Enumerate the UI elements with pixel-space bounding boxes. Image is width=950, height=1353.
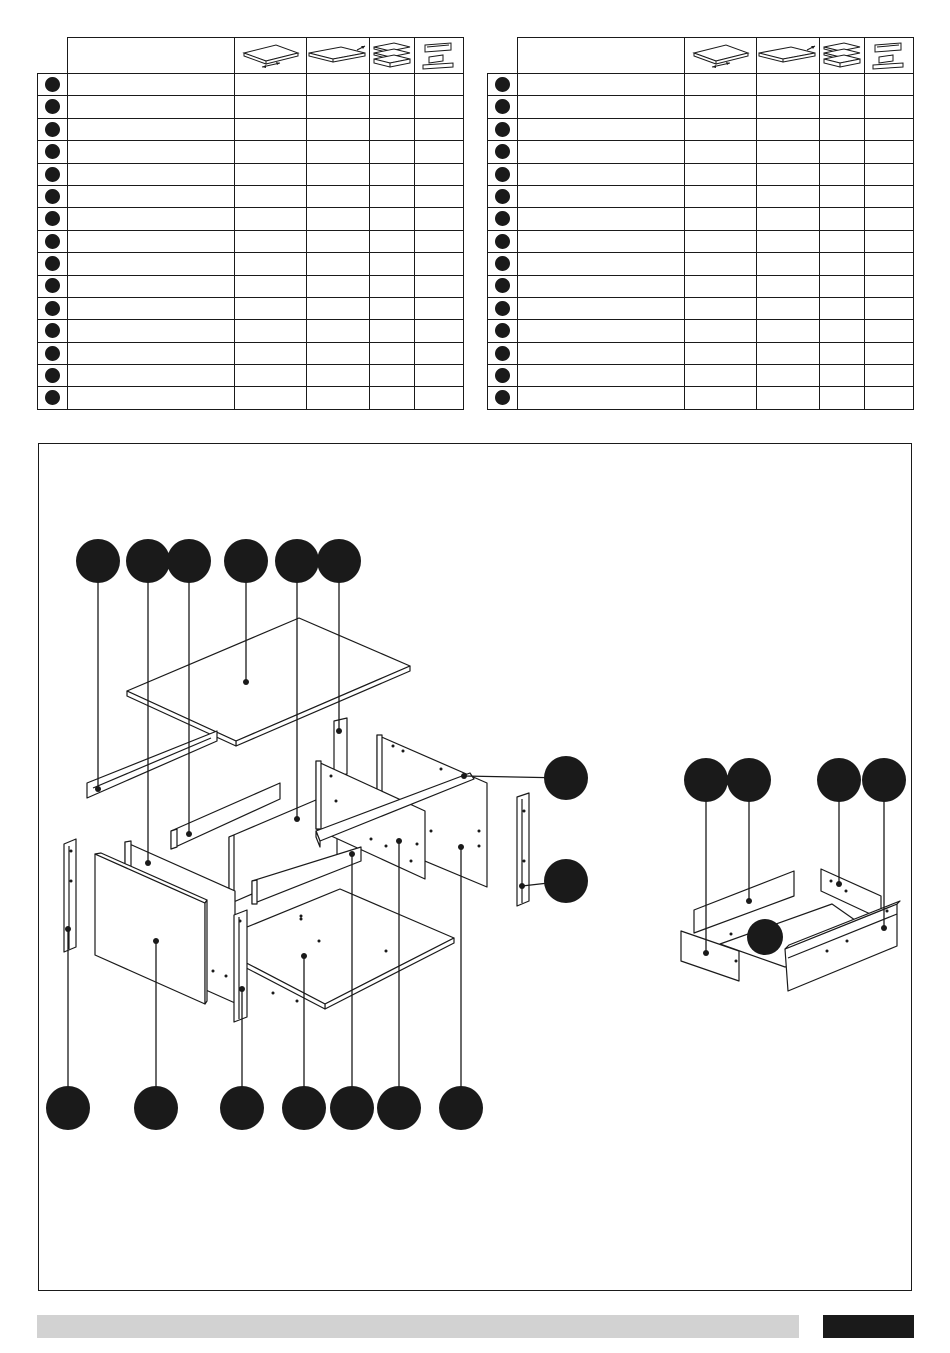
table-cell (518, 365, 685, 387)
table-cell (757, 275, 820, 297)
table-cell (685, 275, 757, 297)
panel-length-icon (685, 41, 756, 71)
row-number-cell (38, 253, 68, 275)
callout-marker (224, 539, 268, 583)
callout-marker (76, 539, 120, 583)
table-cell (370, 163, 415, 185)
row-number-cell (488, 141, 518, 163)
table-cell (865, 141, 914, 163)
table-cell (415, 275, 464, 297)
part-marker-dot (45, 144, 60, 159)
table-cell (415, 387, 464, 409)
row-number-cell (488, 118, 518, 140)
table-cell (685, 208, 757, 230)
table-cell (865, 230, 914, 252)
table-cell (685, 342, 757, 364)
panel-thickness-icon (370, 41, 414, 71)
table-cell (820, 230, 865, 252)
table-row (38, 365, 464, 387)
table-cell (685, 297, 757, 319)
part-marker-dot (45, 323, 60, 338)
part-marker-dot (45, 77, 60, 92)
row-number-cell (488, 208, 518, 230)
table-cell (685, 253, 757, 275)
table-header-row (488, 38, 914, 74)
table-cell (685, 320, 757, 342)
table-row (38, 163, 464, 185)
part-marker-dot (45, 167, 60, 182)
row-number-cell (38, 365, 68, 387)
callout-marker (46, 1086, 90, 1130)
table-cell (235, 297, 307, 319)
callout-marker (747, 919, 783, 955)
part-marker-dot (495, 301, 510, 316)
table-cell (415, 163, 464, 185)
page-number-block (823, 1315, 914, 1338)
table-cell (370, 230, 415, 252)
table-cell (68, 275, 235, 297)
table-cell (370, 320, 415, 342)
table-cell (370, 185, 415, 207)
table-cell (757, 118, 820, 140)
row-number-cell (488, 387, 518, 409)
header-icon-cell (370, 38, 415, 74)
part-marker-dot (45, 234, 60, 249)
part-marker-dot (45, 256, 60, 271)
part-marker-dot (495, 122, 510, 137)
callout-marker (220, 1086, 264, 1130)
table-cell (307, 230, 370, 252)
table-cell (757, 297, 820, 319)
part-marker-dot (495, 77, 510, 92)
table-cell (68, 118, 235, 140)
table-cell (307, 74, 370, 96)
callout-marker (317, 539, 361, 583)
table-cell (235, 253, 307, 275)
table-row (488, 365, 914, 387)
table-cell (370, 74, 415, 96)
table-cell (235, 185, 307, 207)
part-marker-dot (495, 167, 510, 182)
table-cell (370, 365, 415, 387)
table-cell (820, 275, 865, 297)
callout-marker (544, 859, 588, 903)
table-cell (235, 163, 307, 185)
table-cell (235, 342, 307, 364)
row-number-cell (488, 163, 518, 185)
table-row (38, 275, 464, 297)
table-cell (685, 185, 757, 207)
header-icon-cell (865, 38, 914, 74)
table-cell (757, 74, 820, 96)
exploded-assembly-diagram (39, 444, 913, 1292)
table-cell (370, 118, 415, 140)
table-cell (370, 253, 415, 275)
header-part-name-cell (68, 38, 235, 74)
table-cell (757, 96, 820, 118)
table-cell (68, 297, 235, 319)
table-cell (415, 320, 464, 342)
part-marker-dot (45, 346, 60, 361)
row-number-cell (38, 185, 68, 207)
table-cell (685, 96, 757, 118)
table-cell (865, 96, 914, 118)
table-cell (685, 387, 757, 409)
table-cell (235, 74, 307, 96)
part-marker-dot (495, 256, 510, 271)
header-icon-cell (820, 38, 865, 74)
table-cell (820, 96, 865, 118)
header-icon-cell (415, 38, 464, 74)
table-cell (757, 253, 820, 275)
table-cell (307, 320, 370, 342)
table-cell (518, 253, 685, 275)
row-number-cell (38, 230, 68, 252)
drawer-left-side (681, 931, 739, 981)
table-cell (370, 141, 415, 163)
table-row (38, 230, 464, 252)
table-cell (68, 208, 235, 230)
table-row (38, 387, 464, 409)
table-cell (865, 163, 914, 185)
table-cell (415, 185, 464, 207)
table-row (38, 96, 464, 118)
table-cell (68, 141, 235, 163)
table-cell (865, 275, 914, 297)
table-cell (820, 74, 865, 96)
part-marker-dot (495, 234, 510, 249)
table-cell (235, 141, 307, 163)
part-marker-dot (495, 144, 510, 159)
table-cell (370, 275, 415, 297)
table-cell (415, 118, 464, 140)
table-cell (415, 230, 464, 252)
table-cell (68, 185, 235, 207)
table-cell (820, 320, 865, 342)
table-cell (518, 96, 685, 118)
table-cell (307, 141, 370, 163)
row-number-cell (488, 320, 518, 342)
table-cell (307, 297, 370, 319)
table-row (38, 118, 464, 140)
table-header-row (38, 38, 464, 74)
table-cell (415, 297, 464, 319)
row-number-cell (38, 208, 68, 230)
row-number-cell (38, 275, 68, 297)
row-number-cell (488, 230, 518, 252)
part-marker-dot (495, 368, 510, 383)
table-cell (518, 320, 685, 342)
row-number-cell (488, 96, 518, 118)
part-marker-dot (45, 211, 60, 226)
row-number-cell (38, 96, 68, 118)
part-marker-dot (495, 390, 510, 405)
row-number-cell (488, 253, 518, 275)
part-marker-dot (495, 323, 510, 338)
table-cell (518, 185, 685, 207)
table-cell (757, 387, 820, 409)
table-row (488, 208, 914, 230)
table-cell (307, 118, 370, 140)
table-cell (235, 387, 307, 409)
table-cell (820, 387, 865, 409)
table-cell (518, 208, 685, 230)
table-cell (307, 365, 370, 387)
table-cell (518, 118, 685, 140)
table-row (488, 230, 914, 252)
table-cell (820, 185, 865, 207)
table-cell (820, 365, 865, 387)
table-cell (865, 365, 914, 387)
center-post (234, 910, 247, 1022)
part-marker-dot (45, 122, 60, 137)
table-row (488, 275, 914, 297)
callout-marker (167, 539, 211, 583)
table-cell (68, 253, 235, 275)
row-number-cell (38, 320, 68, 342)
table-row (38, 74, 464, 96)
table-row (488, 320, 914, 342)
part-marker-dot (495, 189, 510, 204)
part-marker-dot (495, 346, 510, 361)
table-cell (685, 141, 757, 163)
footer-bar (37, 1315, 799, 1338)
table-row (488, 185, 914, 207)
top-panel (127, 618, 410, 746)
table-cell (68, 96, 235, 118)
table-row (488, 387, 914, 409)
table-row (488, 141, 914, 163)
table-cell (685, 118, 757, 140)
table-cell (307, 185, 370, 207)
header-icon-cell (307, 38, 370, 74)
callout-marker (817, 758, 861, 802)
table-cell (415, 342, 464, 364)
table-cell (518, 297, 685, 319)
callout-marker (275, 539, 319, 583)
table-cell (307, 387, 370, 409)
table-cell (415, 365, 464, 387)
header-icon-cell (685, 38, 757, 74)
callout-marker (862, 758, 906, 802)
table-row (38, 253, 464, 275)
row-number-cell (488, 275, 518, 297)
table-cell (518, 387, 685, 409)
table-cell (235, 275, 307, 297)
table-cell (370, 96, 415, 118)
part-marker-dot (45, 189, 60, 204)
table-cell (865, 185, 914, 207)
table-cell (865, 320, 914, 342)
table-cell (865, 208, 914, 230)
table-cell (757, 163, 820, 185)
row-number-cell (38, 74, 68, 96)
table-cell (307, 96, 370, 118)
table-cell (757, 230, 820, 252)
part-marker-dot (495, 278, 510, 293)
part-marker-dot (45, 278, 60, 293)
header-icon-cell (235, 38, 307, 74)
drawer-assembly (681, 869, 900, 991)
row-number-cell (488, 297, 518, 319)
panel-quantity-icon (415, 41, 463, 71)
table-cell (820, 253, 865, 275)
row-number-cell (488, 342, 518, 364)
row-number-cell (38, 141, 68, 163)
table-row (488, 74, 914, 96)
parts-list-table-left (37, 37, 464, 410)
table-cell (68, 320, 235, 342)
table-cell (757, 342, 820, 364)
table-cell (415, 141, 464, 163)
back-rail (87, 731, 217, 798)
table-cell (865, 297, 914, 319)
row-number-cell (488, 365, 518, 387)
table-cell (235, 230, 307, 252)
panel-width-icon (307, 41, 369, 71)
table-cell (757, 185, 820, 207)
table-cell (685, 163, 757, 185)
table-cell (307, 208, 370, 230)
part-marker-dot (45, 99, 60, 114)
table-cell (235, 96, 307, 118)
table-cell (415, 208, 464, 230)
table-cell (307, 275, 370, 297)
table-cell (820, 118, 865, 140)
assembly-diagram-frame (38, 443, 912, 1291)
table-row (488, 342, 914, 364)
table-row (488, 163, 914, 185)
callout-marker (439, 1086, 483, 1130)
table-cell (757, 208, 820, 230)
table-row (38, 141, 464, 163)
table-cell (370, 387, 415, 409)
table-cell (685, 230, 757, 252)
table-cell (685, 365, 757, 387)
table-cell (415, 96, 464, 118)
row-number-cell (38, 163, 68, 185)
table-cell (865, 74, 914, 96)
table-row (38, 342, 464, 364)
table-cell (865, 342, 914, 364)
part-marker-dot (45, 368, 60, 383)
table-cell (820, 297, 865, 319)
callout-marker (377, 1086, 421, 1130)
header-part-name-cell (518, 38, 685, 74)
part-marker-dot (45, 390, 60, 405)
table-cell (235, 365, 307, 387)
callout-marker (134, 1086, 178, 1130)
table-cell (518, 141, 685, 163)
table-cell (757, 320, 820, 342)
rear-post (334, 718, 347, 777)
table-cell (518, 275, 685, 297)
table-cell (865, 118, 914, 140)
table-row (488, 96, 914, 118)
table-cell (68, 342, 235, 364)
part-marker-dot (495, 99, 510, 114)
callout-marker (126, 539, 170, 583)
table-cell (518, 163, 685, 185)
callout-marker (282, 1086, 326, 1130)
table-cell (518, 342, 685, 364)
table-row (38, 320, 464, 342)
table-row (38, 185, 464, 207)
table-cell (820, 141, 865, 163)
row-number-cell (488, 74, 518, 96)
panel-length-icon (235, 41, 306, 71)
table-row (38, 297, 464, 319)
panel-thickness-icon (820, 41, 864, 71)
table-cell (68, 163, 235, 185)
panel-width-icon (757, 41, 819, 71)
row-number-cell (38, 342, 68, 364)
table-cell (757, 365, 820, 387)
table-cell (518, 230, 685, 252)
callout-marker (330, 1086, 374, 1130)
table-cell (68, 365, 235, 387)
table-cell (68, 74, 235, 96)
table-cell (370, 297, 415, 319)
table-cell (68, 387, 235, 409)
panel-quantity-icon (865, 41, 913, 71)
table-cell (307, 342, 370, 364)
table-cell (865, 253, 914, 275)
callout-marker (684, 758, 728, 802)
table-row (488, 118, 914, 140)
callout-marker (544, 756, 588, 800)
table-row (488, 253, 914, 275)
table-cell (235, 208, 307, 230)
table-cell (820, 163, 865, 185)
parts-list-table-right (487, 37, 914, 410)
table-cell (415, 74, 464, 96)
row-number-cell (488, 185, 518, 207)
table-cell (415, 253, 464, 275)
part-marker-dot (45, 301, 60, 316)
part-marker-dot (495, 211, 510, 226)
table-cell (820, 342, 865, 364)
table-cell (235, 320, 307, 342)
table-cell (685, 74, 757, 96)
table-cell (370, 208, 415, 230)
table-cell (757, 141, 820, 163)
left-front-post (64, 839, 76, 952)
row-number-cell (38, 297, 68, 319)
table-row (38, 208, 464, 230)
table-cell (820, 208, 865, 230)
row-number-cell (38, 118, 68, 140)
table-row (488, 297, 914, 319)
table-cell (307, 163, 370, 185)
callout-marker (727, 758, 771, 802)
table-cell (68, 230, 235, 252)
table-cell (370, 342, 415, 364)
table-cell (518, 74, 685, 96)
table-cell (235, 118, 307, 140)
header-icon-cell (757, 38, 820, 74)
table-cell (865, 387, 914, 409)
table-cell (307, 253, 370, 275)
row-number-cell (38, 387, 68, 409)
